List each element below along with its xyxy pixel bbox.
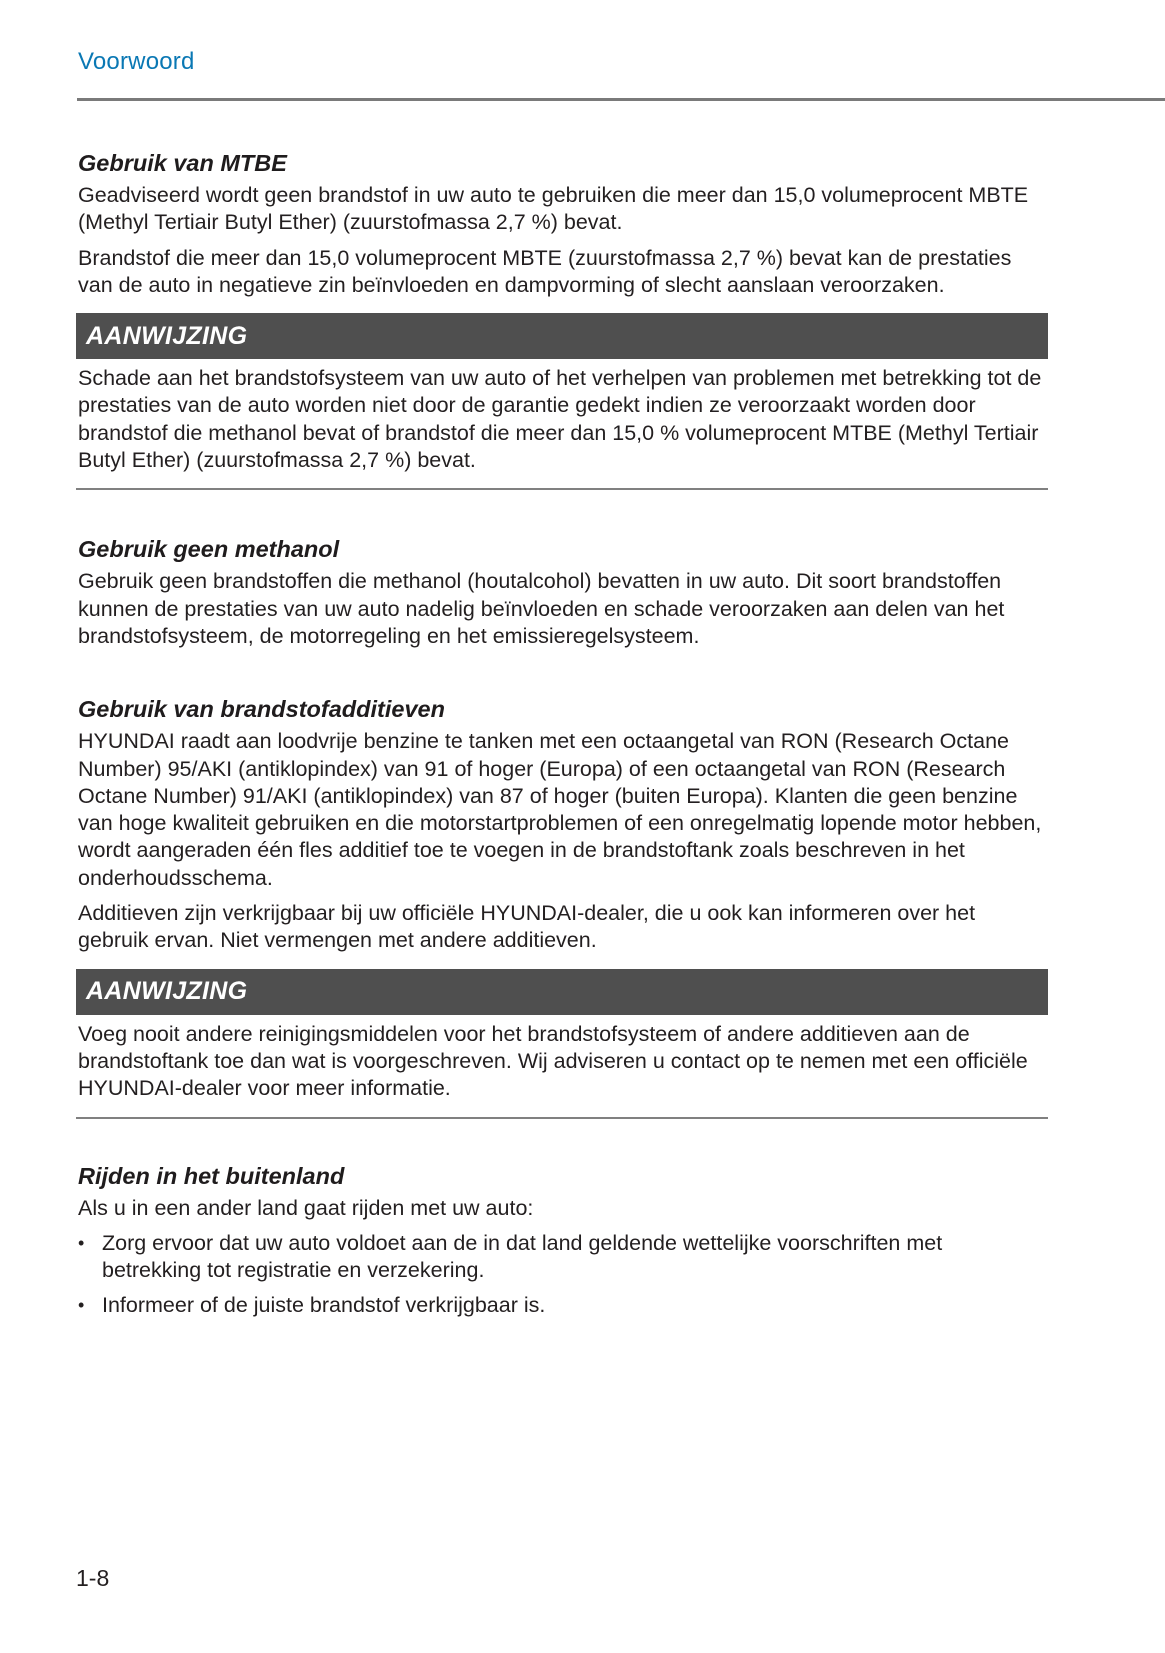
section-title: Gebruik van brandstofadditieven	[78, 696, 445, 723]
note-header-bar	[76, 969, 1048, 1015]
paragraph: Als u in een ander land gaat rijden met uw auto:	[78, 1195, 534, 1220]
paragraph: Brandstof die meer dan 15,0 volumeprocent MBTE (zuurstofmassa 2,7 %) bevat kan de prestaties van de auto in negatieve zin beïnvloeden en dampvorming of slecht aanslaan veroorzaken.	[78, 245, 1012, 297]
note-body	[78, 1021, 1046, 1103]
bullet-list	[78, 1230, 1046, 1320]
page-content	[78, 148, 1046, 1328]
section-fuel-additives	[78, 694, 1046, 1118]
bullet-icon: •	[78, 1232, 85, 1253]
bullet-item	[78, 1292, 1046, 1319]
paragraph: Geadviseerd wordt geen brandstof in uw auto te gebruiken die meer dan 15,0 volumeprocent MBTE (Methyl Tertiair Butyl Ether) (zuurstofmassa 2,7 %) bevat.	[78, 183, 1029, 235]
note-box	[78, 969, 1046, 1119]
section-title: Gebruik geen methanol	[78, 536, 340, 563]
bullet-icon: •	[78, 1295, 85, 1316]
section-methanol	[78, 534, 1046, 650]
section-mtbe	[78, 148, 1046, 490]
bullet-item	[78, 1230, 1046, 1285]
note-header-bar	[76, 313, 1048, 359]
bullet-text: Informeer of de juiste brandstof verkrijgbaar is.	[102, 1293, 546, 1318]
paragraph: HYUNDAI raadt aan loodvrije benzine te tanken met een octaangetal van RON (Research Octane Number) 95/AKI (antiklopindex) van 91 of hoger (Europa) of een octaangetal van RON (Research Octane Number) 91/AKI (antiklopindex) van 87 of hoger (buiten Europa). Klanten die geen benzine van hoge kwaliteit gebruiken en die motorstartproblemen of een onregelmatig lopende motor hebben, wordt aangeraden één fles additief toe te voegen in de brandstoftank zoals beschreven in het onderhoudsschema.	[78, 729, 1042, 890]
section-driving-abroad	[78, 1161, 1046, 1320]
note-text: Voeg nooit andere reinigingsmiddelen voor het brandstofsysteem of andere additieven aan de brandstoftank toe dan wat is voorgeschreven. Wij adviseren u contact op te nemen met een officiële HYUNDAI-dealer voor meer informatie.	[78, 1021, 1028, 1101]
note-label: AANWIJZING	[86, 321, 248, 350]
note-box	[78, 313, 1046, 490]
bullet-text: Zorg ervoor dat uw auto voldoet aan de in dat land geldende wettelijke voorschriften met betrekking tot registratie en verzekering.	[102, 1230, 943, 1283]
page-number: 1-8	[76, 1565, 110, 1591]
paragraph: Gebruik geen brandstoffen die methanol (houtalcohol) bevatten in uw auto. Dit soort brandstoffen kunnen de prestaties van uw auto nadelig beïnvloeden en schade veroorzaken aan delen van het brandstofsysteem, de motorregeling en het emissieregelsysteem.	[78, 569, 1005, 648]
section-title: Gebruik van MTBE	[78, 150, 287, 176]
section-title: Rijden in het buitenland	[78, 1162, 345, 1189]
paragraph: Additieven zijn verkrijgbaar bij uw officiële HYUNDAI-dealer, die u ook kan informeren over het gebruik ervan. Niet vermengen met andere additieven.	[78, 901, 976, 953]
note-body	[78, 365, 1046, 474]
header-rule	[77, 98, 1165, 101]
note-label: AANWIJZING	[86, 977, 248, 1006]
running-head: Voorwoord	[78, 48, 195, 75]
note-text: Schade aan het brandstofsysteem van uw auto of het verhelpen van problemen met betrekking tot de prestaties van de auto worden niet door de garantie gedekt indien ze veroorzaakt worden door brandstof die methanol bevat of brandstof die meer dan 15,0 % volumeprocent MTBE (Methyl Tertiair Butyl Ether) (zuurstofmassa 2,7 %) bevat.	[78, 366, 1042, 473]
